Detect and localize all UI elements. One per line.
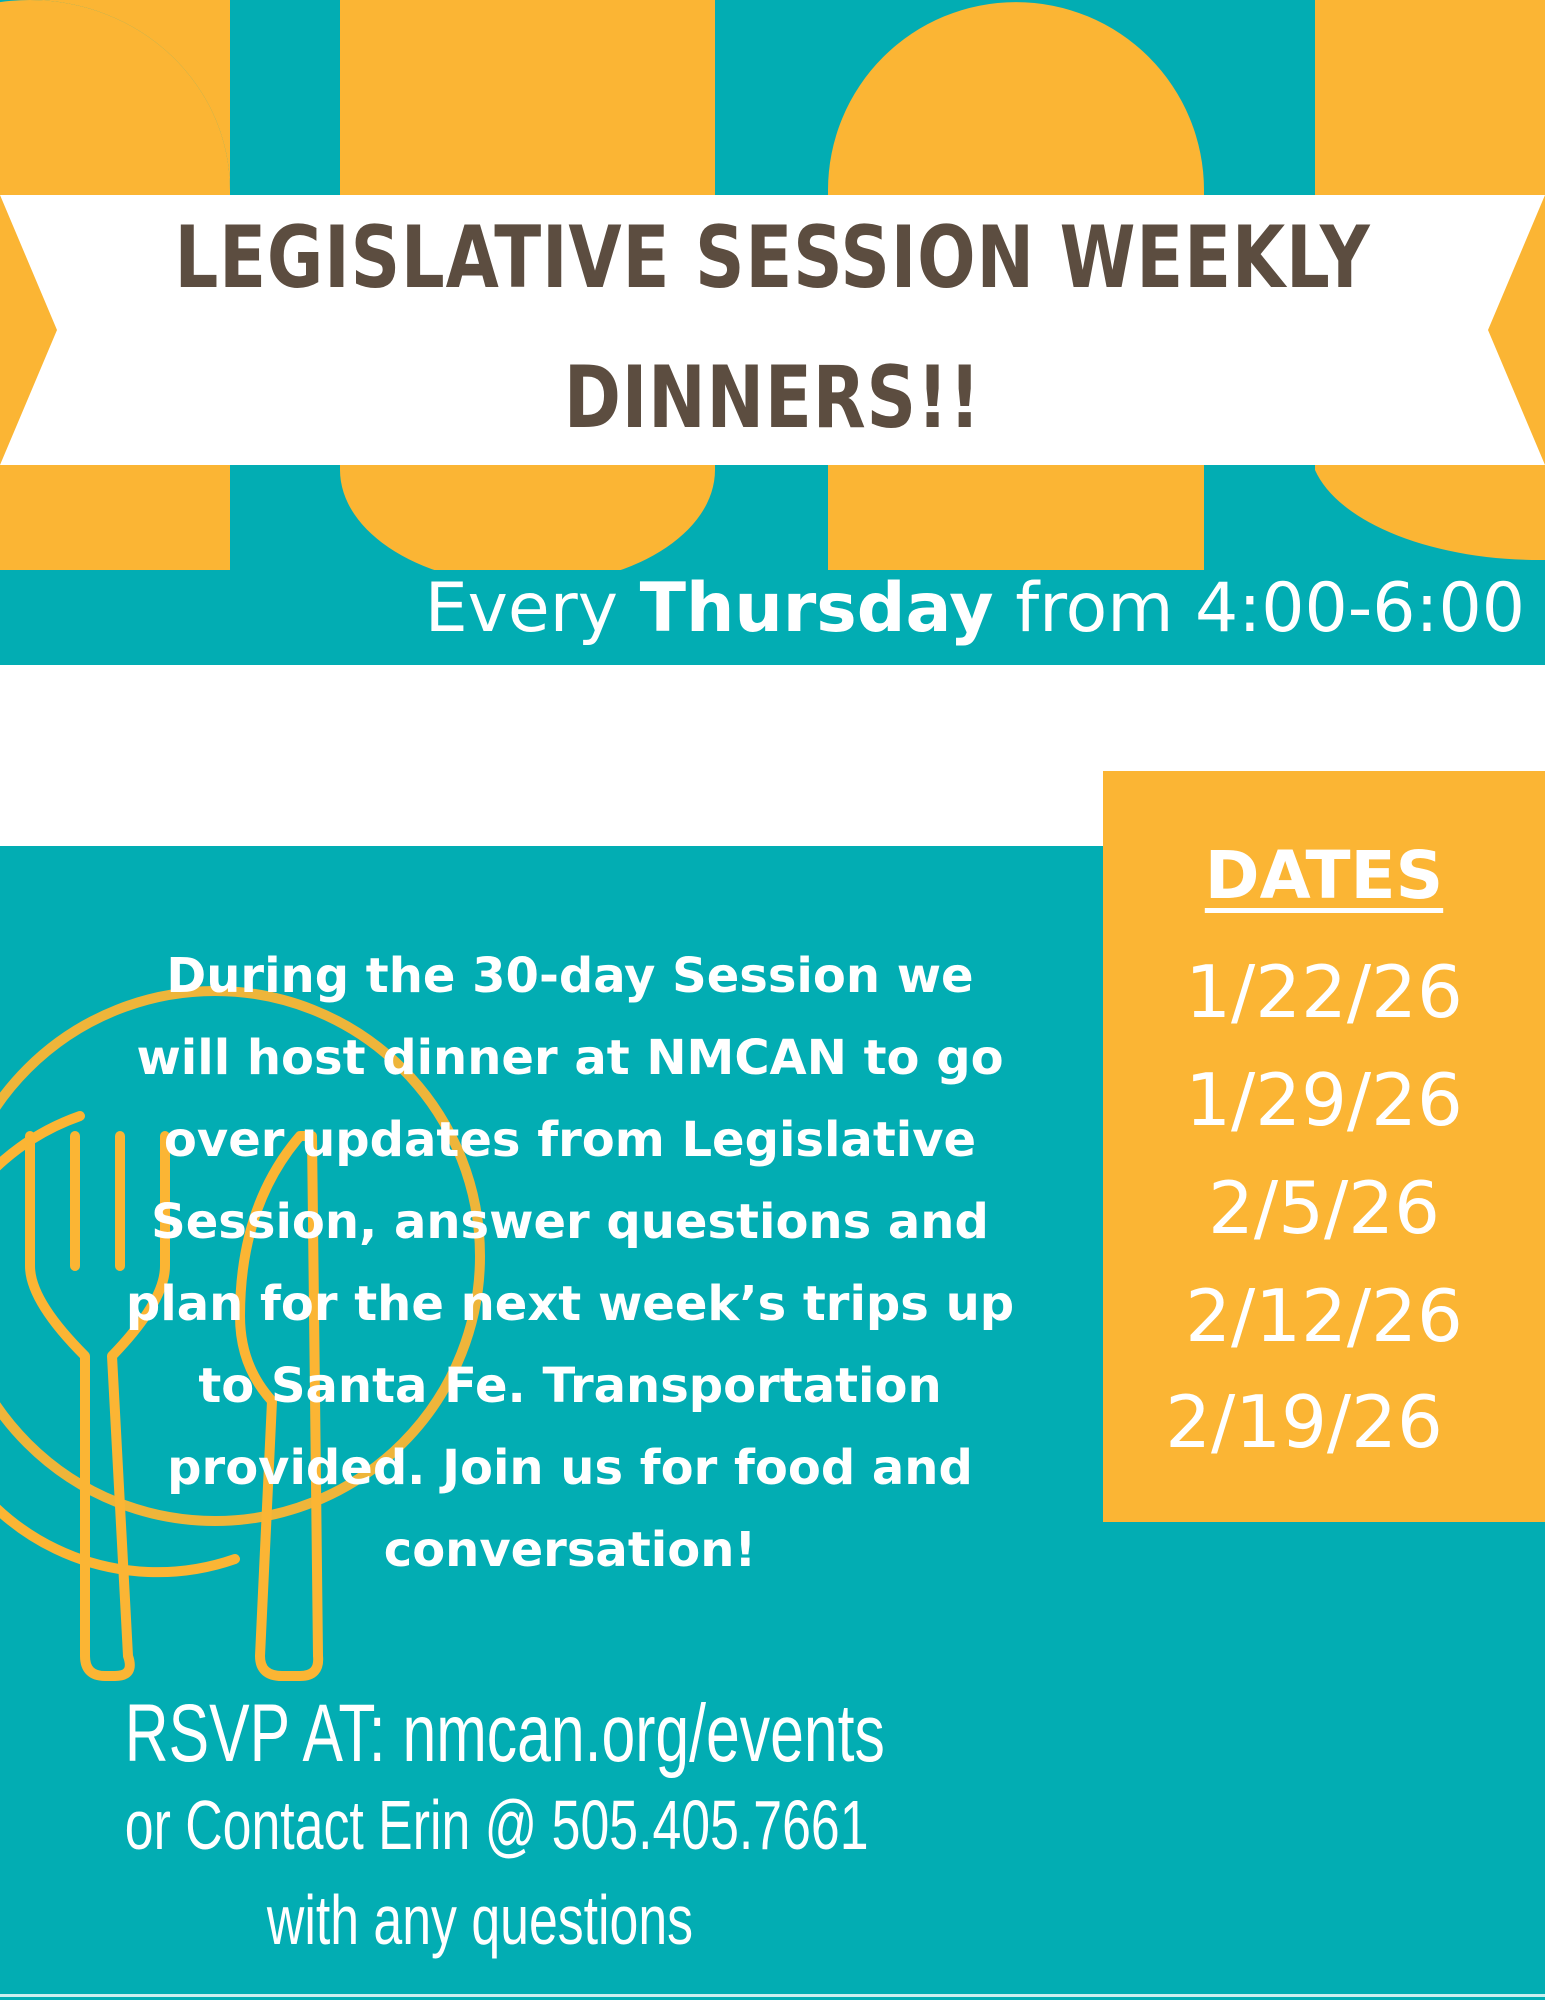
header-pattern xyxy=(0,0,1545,665)
description-line: to Santa Fe. Transportation xyxy=(198,1358,942,1414)
description-line: over updates from Legislative xyxy=(163,1112,977,1168)
description-line: will host dinner at NMCAN to go xyxy=(136,1030,1004,1086)
schedule-prefix: Every xyxy=(424,569,640,648)
page-title-line-2: DINNERS!! xyxy=(563,348,982,448)
contact-text: or Contact Erin @ 505.405.7661 xyxy=(124,1786,869,1864)
schedule-suffix: from 4:00-6:00 xyxy=(993,569,1525,648)
description-line: Session, answer questions and xyxy=(151,1194,989,1250)
description-line: plan for the next week’s trips up xyxy=(125,1276,1015,1332)
description-line: During the 30-day Session we xyxy=(166,948,974,1004)
event-description xyxy=(120,935,1020,1591)
questions-text: with any questions xyxy=(266,1881,694,1959)
date-item: 2/12/26 xyxy=(1185,1274,1463,1358)
dates-heading: DATES xyxy=(1204,837,1444,914)
description-line: conversation! xyxy=(383,1522,757,1578)
description-line: provided. Join us for food and xyxy=(167,1440,973,1496)
rsvp-link-text[interactable]: RSVP AT: nmcan.org/events xyxy=(124,1688,885,1779)
date-item: 1/29/26 xyxy=(1185,1058,1463,1142)
page-title-line-1: LEGISLATIVE SESSION WEEKLY xyxy=(174,208,1371,308)
divider xyxy=(0,1994,1545,1997)
date-item: 2/5/26 xyxy=(1208,1166,1440,1250)
date-item: 1/22/26 xyxy=(1185,950,1463,1034)
schedule-day: Thursday xyxy=(639,569,994,648)
schedule-text xyxy=(424,569,1525,648)
dates-panel xyxy=(1103,771,1545,1522)
date-item: 2/19/26 xyxy=(1165,1380,1443,1464)
